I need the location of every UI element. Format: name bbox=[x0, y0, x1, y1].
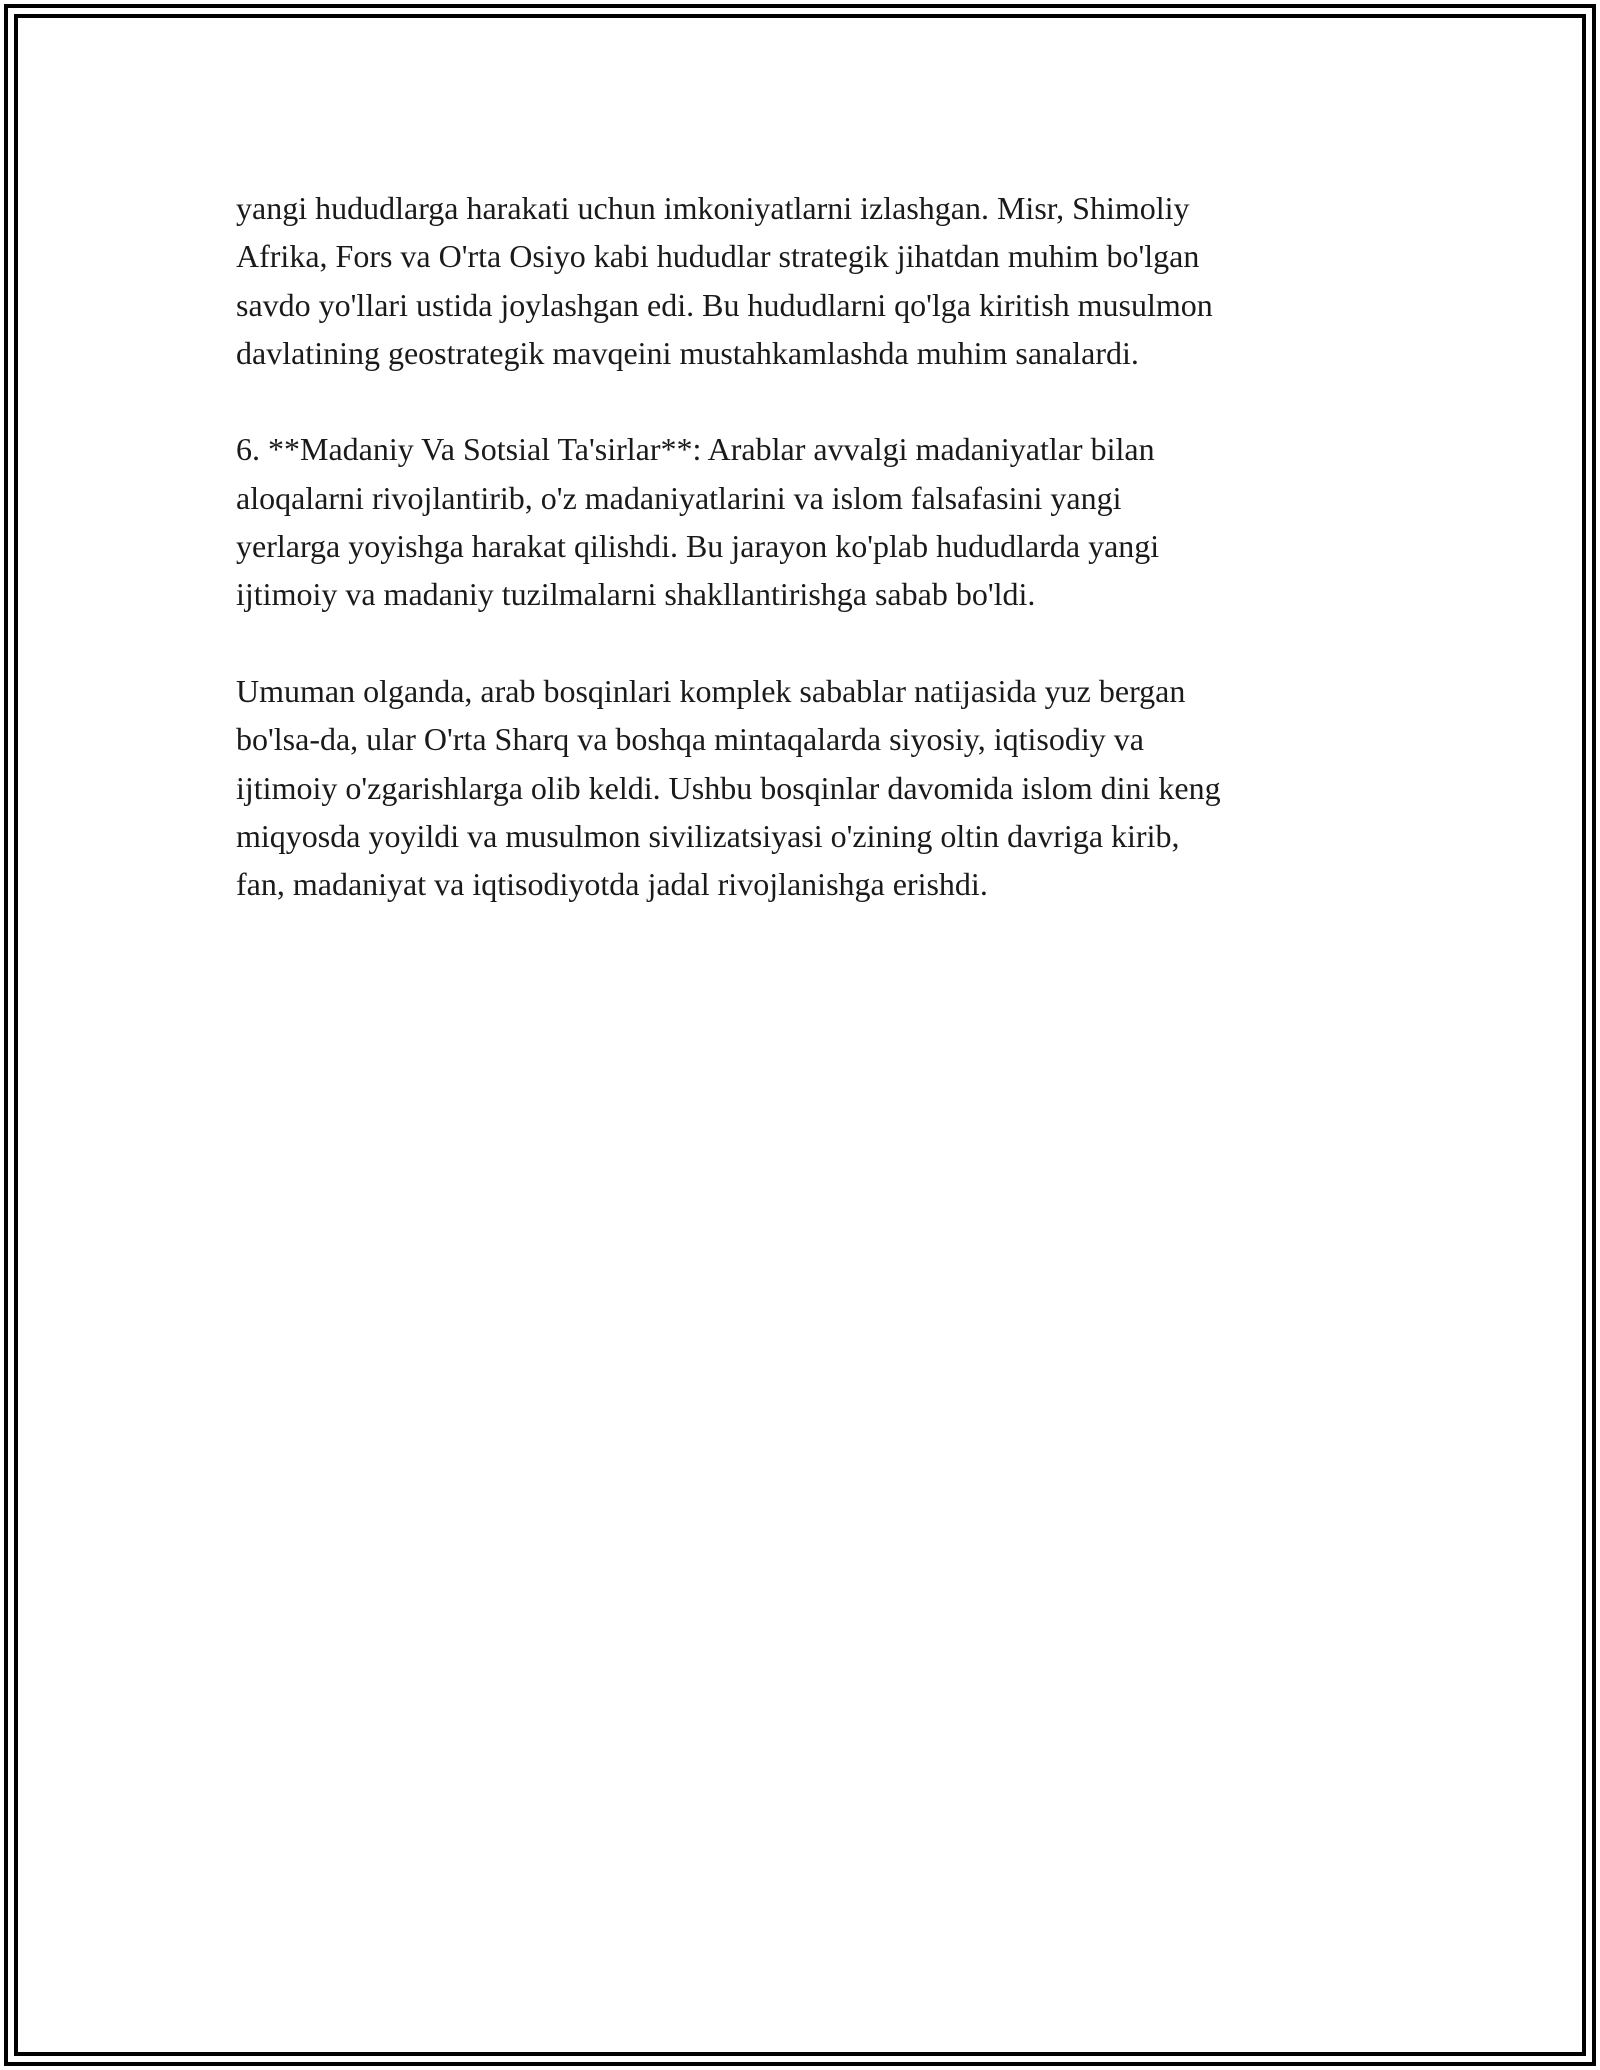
text-line: 6. **Madaniy Va Sotsial Ta'sirlar**: Arablar avvalgi madaniyatlar bilan bbox=[236, 431, 1155, 468]
text-line: ijtimoiy va madaniy tuzilmalarni shakllantirishga sabab bo'ldi. bbox=[236, 576, 1036, 613]
text-line: yerlarga yoyishga harakat qilishdi. Bu jarayon ko'plab hududlarda yangi bbox=[236, 528, 1160, 565]
paragraph-1 bbox=[236, 184, 1366, 377]
text-line: fan, madaniyat va iqtisodiyotda jadal rivojlanishga erishdi. bbox=[236, 866, 988, 903]
text-line: miqyosda yoyildi va musulmon sivilizatsiyasi o'zining oltin davriga kirib, bbox=[236, 817, 1180, 854]
text-line: davlatining geostrategik mavqeini mustahkamlashda muhim sanalardi. bbox=[236, 334, 1139, 371]
text-line: ijtimoiy o'zgarishlarga olib keldi. Ushbu bosqinlar davomida islom dini keng bbox=[236, 769, 1221, 806]
paragraph-2 bbox=[236, 425, 1366, 618]
text-line: Afrika, Fors va O'rta Osiyo kabi hududlar strategik jihatdan muhim bo'lgan bbox=[236, 238, 1200, 275]
text-line: Umuman olganda, arab bosqinlari komplek sabablar natijasida yuz bergan bbox=[236, 672, 1186, 709]
text-line: savdo yo'llari ustida joylashgan edi. Bu hududlarni qo'lga kiritish musulmon bbox=[236, 286, 1213, 323]
text-line: yangi hududlarga harakati uchun imkoniyatlarni izlashgan. Misr, Shimoliy bbox=[236, 190, 1190, 226]
text-line: bo'lsa-da, ular O'rta Sharq va boshqa mintaqalarda siyosiy, iqtisodiy va bbox=[236, 721, 1144, 758]
document-body bbox=[236, 184, 1366, 957]
text-line: aloqalarni rivojlantirib, o'z madaniyatlarini va islom falsafasini yangi bbox=[236, 479, 1122, 516]
paragraph-3 bbox=[236, 667, 1366, 908]
